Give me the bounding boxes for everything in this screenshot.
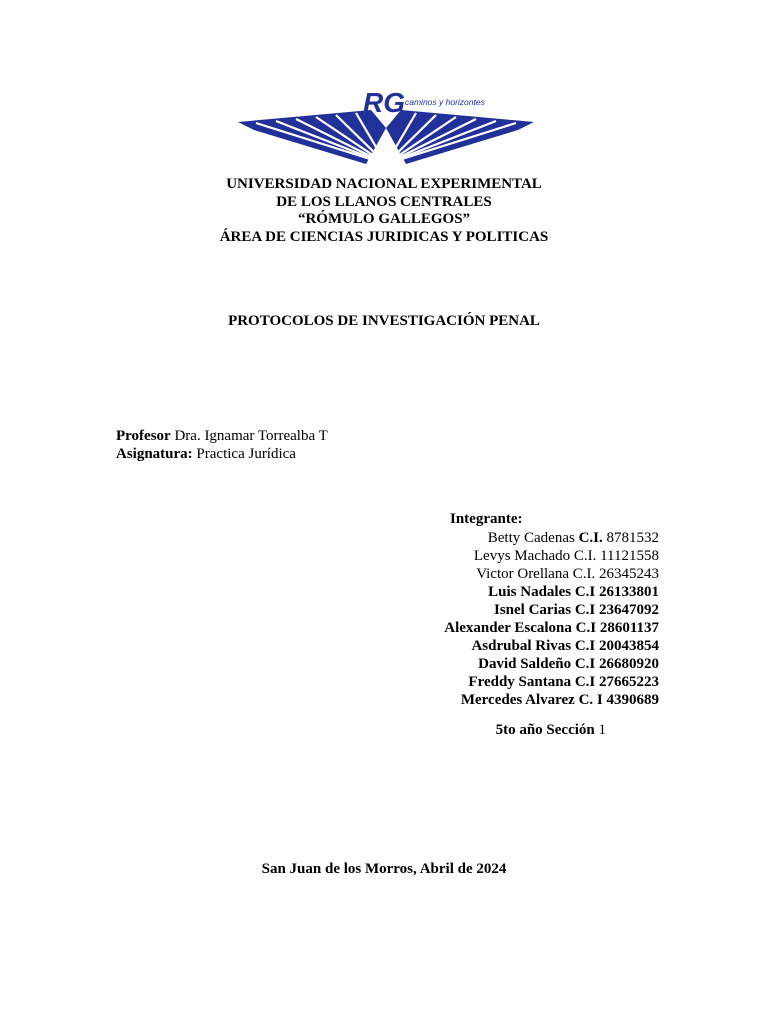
member-item: David Saldeño C.I 26680920 bbox=[478, 656, 659, 672]
place-date: San Juan de los Morros, Abril de 2024 bbox=[261, 861, 507, 877]
member-item: Mercedes Alvarez C. I 4390689 bbox=[460, 692, 659, 708]
section-info bbox=[380, 722, 606, 739]
header-line-area: ÁREA DE CIENCIAS JURIDICAS Y POLITICAS bbox=[219, 228, 549, 245]
logo-mark: RG bbox=[363, 92, 405, 118]
member-name: Betty Cadenas bbox=[487, 530, 579, 546]
institution-header bbox=[0, 176, 768, 246]
section-value: 1 bbox=[594, 722, 606, 738]
professor-label: Profesor bbox=[116, 428, 171, 444]
subject-value: Practica Jurídica bbox=[192, 445, 296, 462]
professor-line bbox=[116, 428, 328, 446]
member-item: Alexander Escalona C.I 28601137 bbox=[444, 620, 659, 636]
university-logo bbox=[236, 92, 536, 164]
member-ci-label: C.I. bbox=[578, 530, 603, 546]
document-title: PROTOCOLOS DE INVESTIGACIÓN PENAL bbox=[228, 313, 540, 329]
professor-value: Dra. Ignamar Torrealba T bbox=[170, 428, 328, 444]
member-ci: 8781532 bbox=[602, 530, 659, 546]
member-item: Freddy Santana C.I 27665223 bbox=[468, 674, 659, 690]
member-item: Luis Nadales C.I 26133801 bbox=[488, 584, 659, 600]
subject-line bbox=[116, 446, 328, 464]
member-item: Asdrubal Rivas C.I 20043854 bbox=[471, 638, 659, 654]
member-item: Victor Orellana C.I. 26345243 bbox=[476, 566, 659, 582]
course-info bbox=[116, 428, 328, 463]
members-list bbox=[380, 510, 659, 709]
header-line-university: UNIVERSIDAD NACIONAL EXPERIMENTAL bbox=[226, 176, 542, 192]
member-item: Levys Machado C.I. 11121558 bbox=[473, 548, 659, 564]
members-heading: Integrante: bbox=[450, 511, 523, 527]
member-item bbox=[380, 529, 659, 547]
logo-tagline: caminos y horizontes bbox=[405, 97, 485, 107]
logo-graphic bbox=[236, 92, 536, 164]
header-line-region: DE LOS LLANOS CENTRALES bbox=[276, 193, 492, 210]
section-label: 5to año Sección bbox=[495, 722, 595, 738]
member-item: Isnel Carias C.I 23647092 bbox=[493, 602, 659, 618]
subject-label: Asignatura: bbox=[116, 445, 193, 462]
header-line-name: “RÓMULO GALLEGOS” bbox=[297, 211, 471, 227]
